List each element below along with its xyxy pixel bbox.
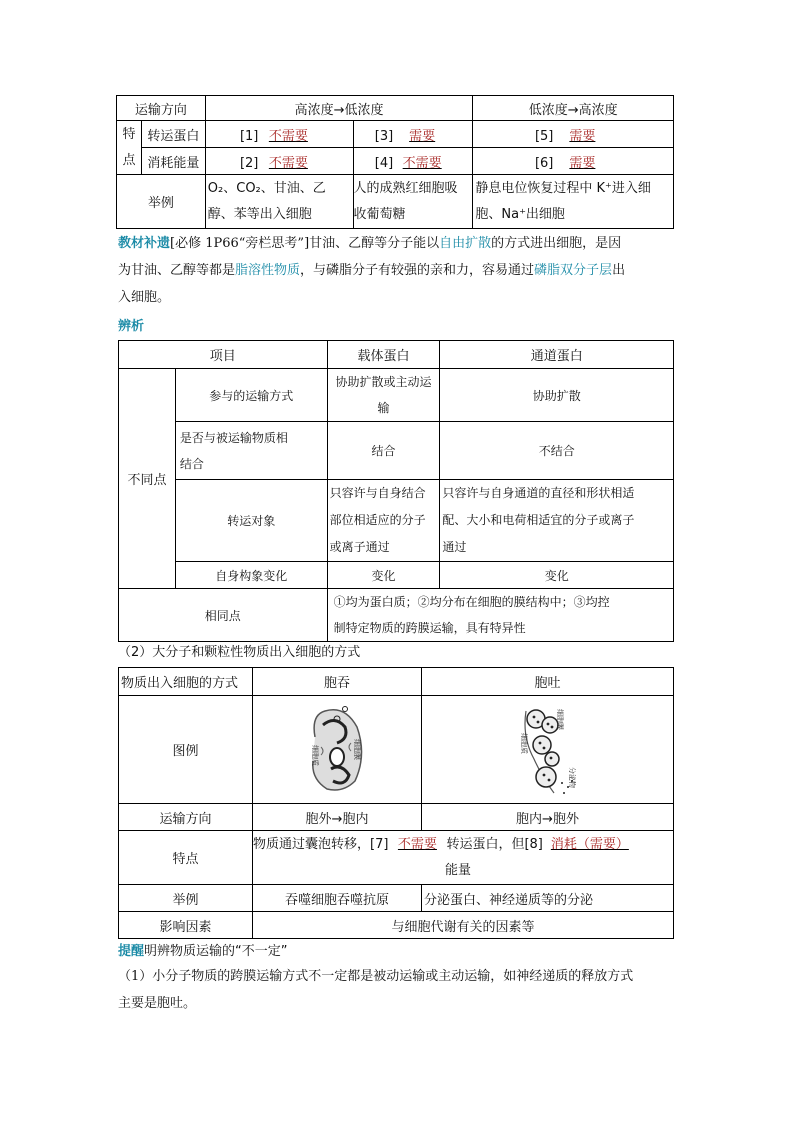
cell-4: [4] 不需要 [353,148,473,175]
carrier-channel-table [118,340,674,642]
direction-endo: 胞外→胞内 [253,804,422,831]
endo-label-membrane: 细胞膜 [353,738,362,760]
header-high-to-low: 高浓度→低浓度 [205,96,473,121]
row-transport-protein: 转运蛋白 [141,121,205,148]
influence-content: 与细胞代谢有关的因素等 [253,912,674,939]
endocytosis-figure-cell [253,696,422,804]
header-item: 项目 [119,341,328,369]
bulk-transport-table [118,667,674,939]
reminder-heading: 提醒明辨物质运输的“不一定” [118,944,288,959]
example-exo: 分泌蛋白、神经递质等的分泌 [422,885,674,912]
carrier-mode: 协助扩散或主动运 输 [327,369,440,422]
carrier-binding: 结合 [327,422,440,480]
row-conformation: 自身构象变化 [175,562,327,589]
channel-conformation: 变化 [440,562,674,589]
header-low-to-high: 低浓度→高浓度 [473,96,674,121]
header-carrier: 载体蛋白 [327,341,440,369]
exo-label-cytoplasm: 细胞质 [520,732,528,754]
example-label-2: 举例 [119,885,253,912]
exo-label-membrane: 细胞膜 [556,708,564,730]
header-way: 物质出入细胞的方式 [119,668,253,696]
similarities-label: 相同点 [119,589,328,642]
carrier-target: 只容许与自身结合 部位相适应的分子 或离子通过 [327,480,440,562]
transport-table [116,95,674,229]
header-endocytosis: 胞吞 [253,668,422,696]
exocytosis-diagram [422,697,672,803]
row-target: 转运对象 [175,480,327,562]
similarities-content: ①均为蛋白质；②均分布在细胞的膜结构中；③均控 制特定物质的跨膜运输，具有特异性 [327,589,673,642]
channel-target: 只容许与自身通道的直径和形状相适 配、大小和电荷相适宜的分子或离子 通过 [440,480,674,562]
cell-5: [5] 需要 [473,121,674,148]
endocytosis-diagram [253,697,420,803]
direction-label: 运输方向 [119,804,253,831]
row-binding: 是否与被运输物质相 结合 [175,422,327,480]
example-free-diffusion: O₂、CO₂、甘油、乙 醇、苯等出入细胞 [205,175,353,229]
row-energy: 消耗能量 [141,148,205,175]
channel-binding: 不结合 [440,422,674,480]
example-endo: 吞噬细胞吞噬抗原 [253,885,422,912]
header-channel: 通道蛋白 [440,341,674,369]
endo-label-cytoplasm: 细胞质 [311,744,320,766]
influence-label: 影响因素 [119,912,253,939]
feature-label: 特 点 [117,121,142,175]
differences-label: 不同点 [119,369,176,589]
cell-1: [1] 不需要 [205,121,353,148]
feature-label-2: 特点 [119,831,253,885]
row-transport-mode: 参与的运输方式 [175,369,327,422]
header-direction: 运输方向 [117,96,206,121]
cell-3: [3] 需要 [353,121,473,148]
analysis-heading: 辨析 [118,319,145,334]
feature-content: 物质通过囊泡转移，[7] 不需要 转运蛋白，但[8] 消耗（需要） 能量 [253,831,674,885]
cell-2: [2] 不需要 [205,148,353,175]
header-exocytosis: 胞吐 [422,668,674,696]
section-2-heading: （2）大分子和颗粒性物质出入细胞的方式 [118,645,361,660]
exocytosis-figure-cell [422,696,674,804]
example-facilitated: 人的成熟红细胞吸 收葡萄糖 [353,175,473,229]
exo-label-secretion: 分泌物 [568,766,576,788]
textbook-supplement: 教材补遗[必修 1P66“旁栏思考”]甘油、乙醇等分子能以自由扩散的方式进出细胞，是因 为甘油、乙醇等都是脂溶性物质，与磷脂分子有较强的亲和力，容易通过磷脂双分子层出 入细胞。 [118,236,626,305]
example-label: 举例 [117,175,206,229]
cell-6: [6] 需要 [473,148,674,175]
example-active: 静息电位恢复过程中 K⁺进入细 胞、Na⁺出细胞 [473,175,674,229]
figure-label: 图例 [119,696,253,804]
reminder-body: （1）小分子物质的跨膜运输方式不一定都是被动运输或主动运输，如神经递质的释放方式 主要是胞吐。 [118,969,634,1011]
channel-mode: 协助扩散 [440,369,674,422]
direction-exo: 胞内→胞外 [422,804,674,831]
carrier-conformation: 变化 [327,562,440,589]
